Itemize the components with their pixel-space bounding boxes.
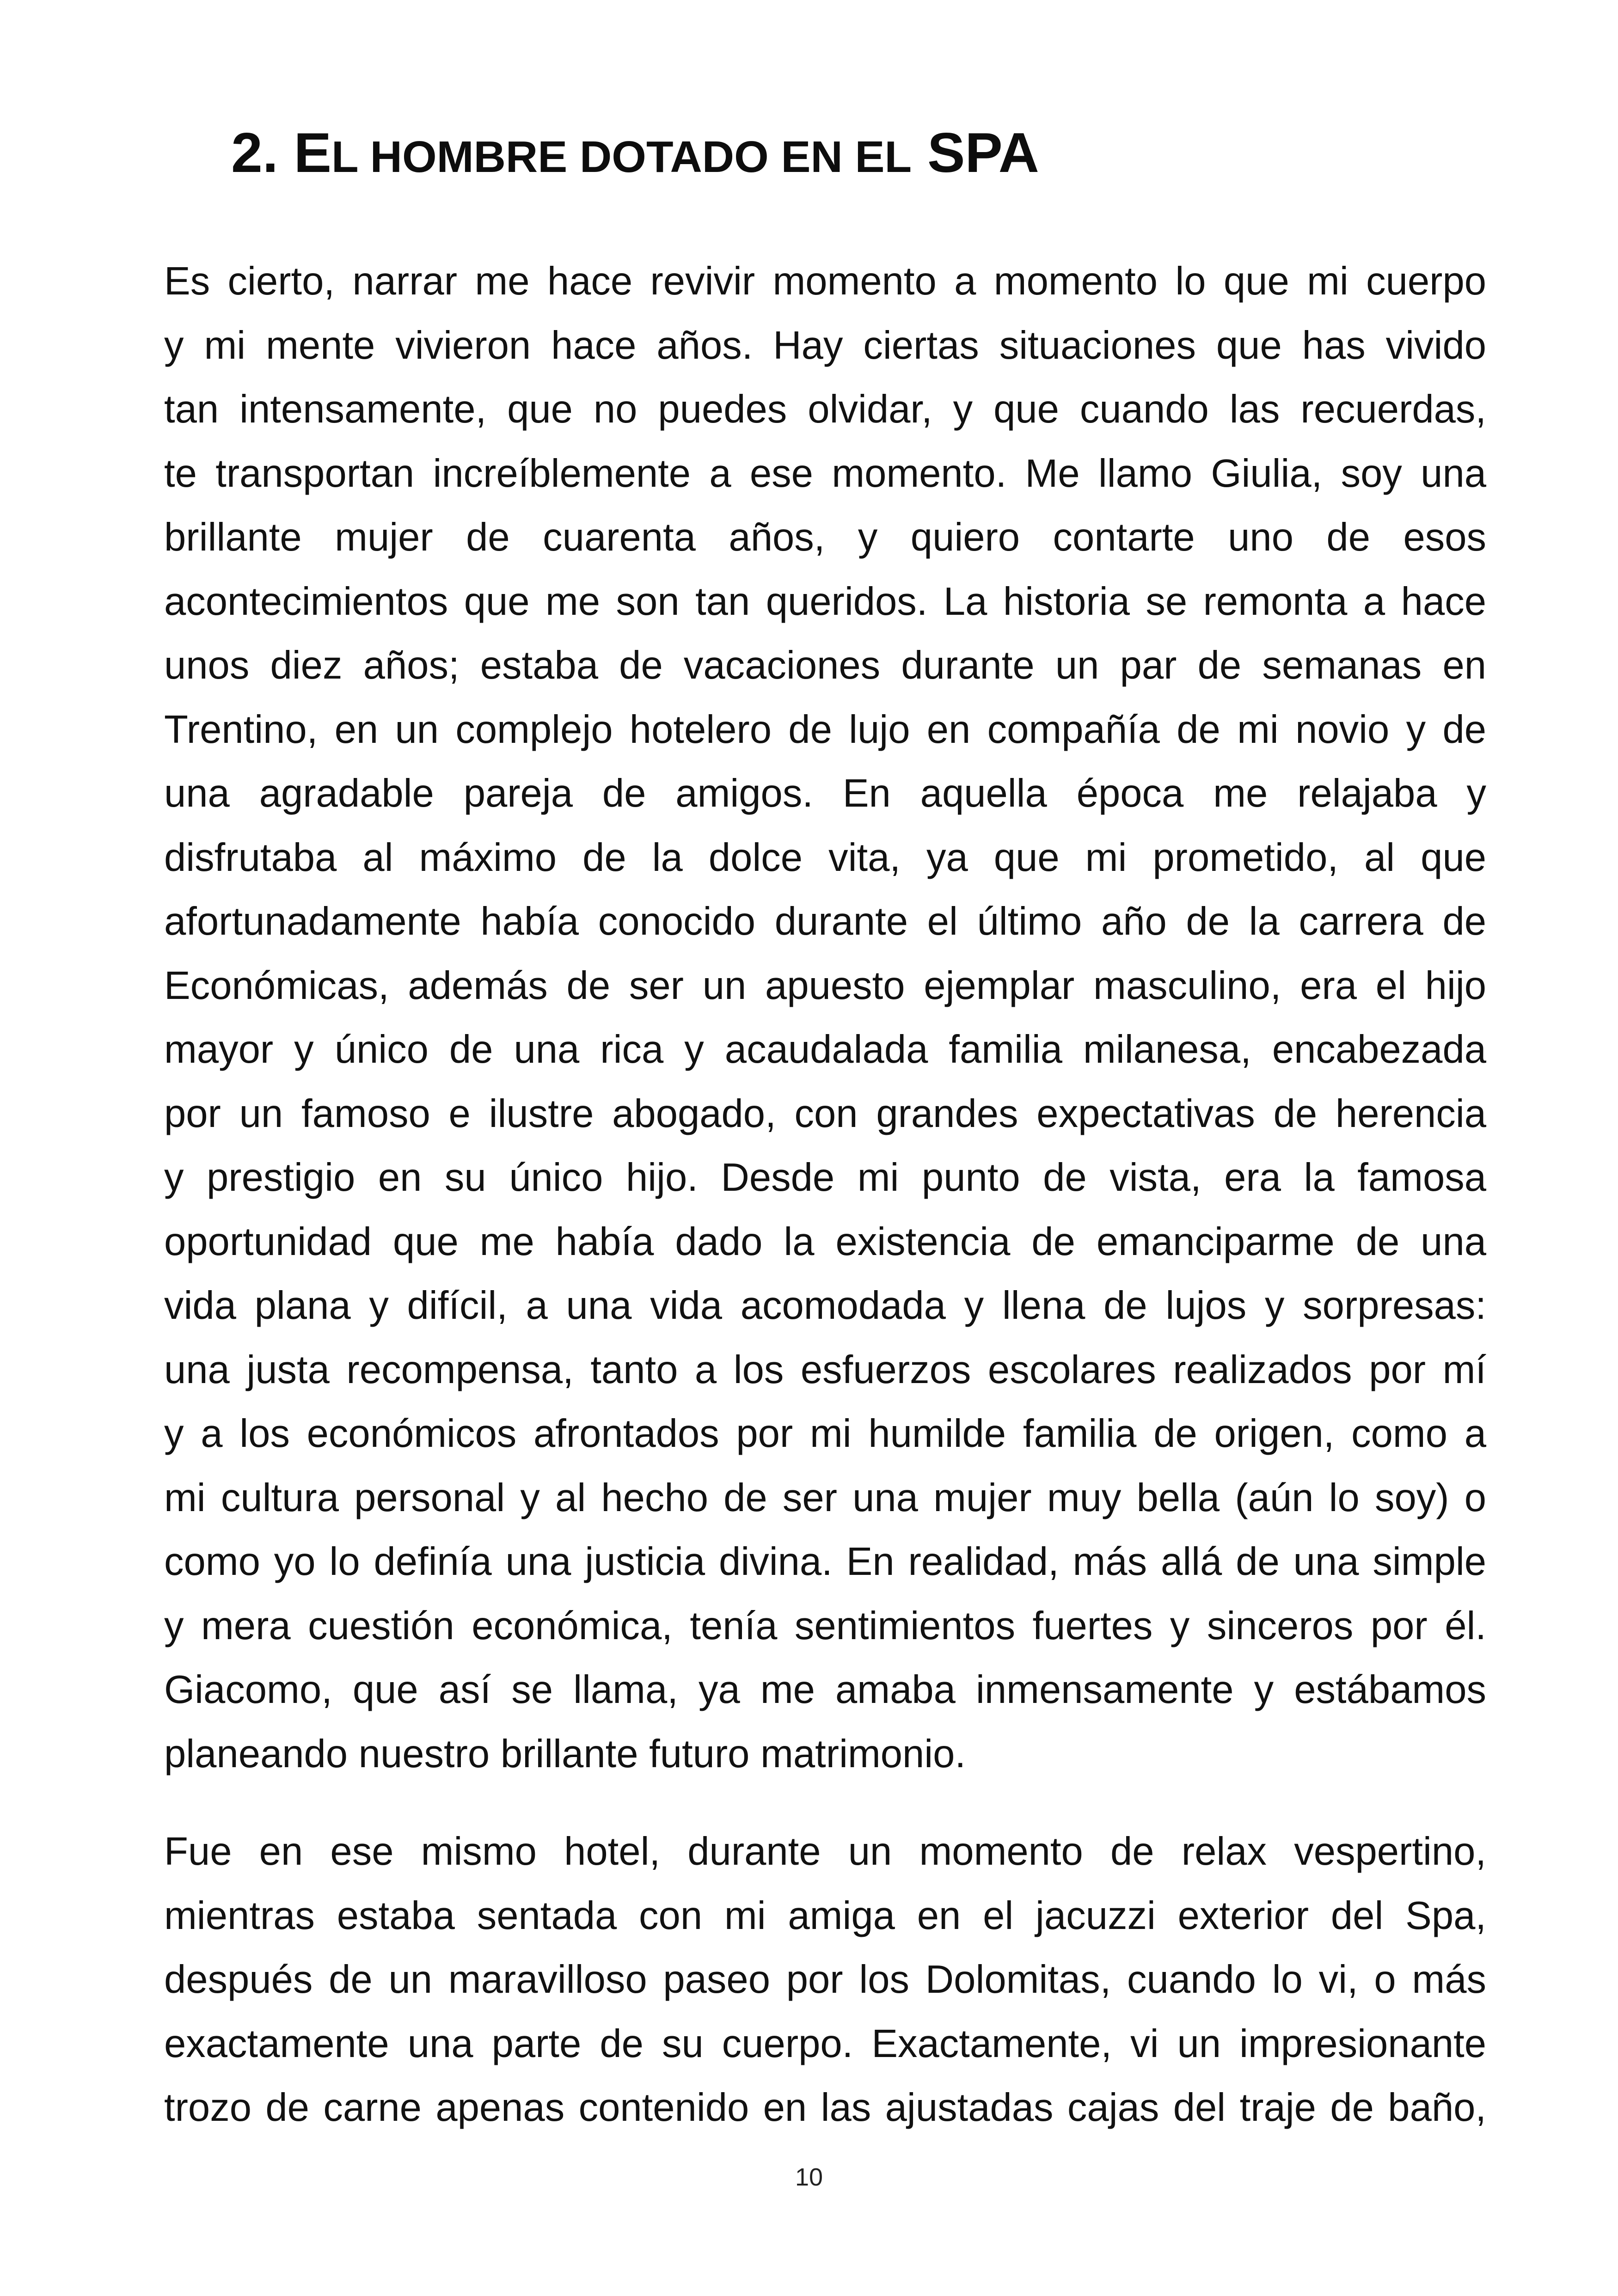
text-line: Es cierto, narrar me hace revivir momento a momento lo que mi cuerpo (164, 259, 1486, 303)
text-line: mi cultura personal y al hecho de ser una mujer muy bella (aún lo soy) o (164, 1476, 1486, 1520)
text-line: Económicas, además de ser un apuesto ejemplar masculino, era el hijo (164, 963, 1486, 1008)
text-line: afortunadamente había conocido durante el último año de la carrera de (164, 900, 1486, 943)
chapter-title-end: SPA (927, 121, 1039, 184)
text-line: Fue en ese mismo hotel, durante un momento de relax vespertino, (164, 1830, 1486, 1874)
text-line: mientras estaba sentada con mi amiga en el jacuzzi exterior del Spa, (164, 1893, 1486, 1938)
page-number: 10 (795, 2163, 823, 2191)
paragraph-2 (164, 1820, 1486, 2140)
text-line: exactamente una parte de su cuerpo. Exactamente, vi un impresionante (164, 2021, 1486, 2066)
text-line: Trentino, en un complejo hotelero de lujo en compañía de mi novio y de (164, 707, 1486, 752)
chapter-title-smallcaps: L HOMBRE DOTADO EN EL (331, 132, 912, 182)
text-line: por un famoso e ilustre abogado, con grandes expectativas de herencia (164, 1091, 1486, 1136)
paragraph-1 (164, 250, 1486, 1786)
chapter-title (231, 113, 1039, 196)
text-line: te transportan increíblemente a ese momento. Me llamo Giulia, soy una (164, 451, 1486, 496)
text-line: brillante mujer de cuarenta años, y quiero contarte uno de esos (164, 515, 1486, 559)
text-line: y mi mente vivieron hace años. Hay ciertas situaciones que has vivido (164, 323, 1486, 367)
text-line: planeando nuestro brillante futuro matrimonio. (164, 1732, 966, 1776)
text-line: vida plana y difícil, a una vida acomodada y llena de lujos y sorpresas: (164, 1284, 1486, 1328)
text-line: y a los económicos afrontados por mi humilde familia de origen, como a (164, 1412, 1486, 1456)
text-line: y mera cuestión económica, tenía sentimientos fuertes y sinceros por él. (164, 1604, 1486, 1648)
chapter-number: 2. (231, 121, 278, 184)
chapter-title-initial: E (294, 121, 332, 184)
text-line: una justa recompensa, tanto a los esfuerzos escolares realizados por mí (164, 1347, 1486, 1392)
text-line: una agradable pareja de amigos. En aquella época me relajaba y (164, 771, 1486, 815)
text-line: después de un maravilloso paseo por los Dolomitas, cuando lo vi, o más (164, 1958, 1486, 2002)
text-line: oportunidad que me había dado la existencia de emanciparme de una (164, 1219, 1486, 1264)
text-line: Giacomo, que así se llama, ya me amaba inmensamente y estábamos (164, 1668, 1486, 1712)
text-line: acontecimientos que me son tan queridos. La historia se remonta a hace (164, 579, 1486, 624)
text-line: mayor y único de una rica y acaudalada familia milanesa, encabezada (164, 1028, 1486, 1071)
text-line: disfrutaba al máximo de la dolce vita, ya que mi prometido, al que (164, 835, 1486, 880)
text-line: trozo de carne apenas contenido en las ajustadas cajas del traje de baño, (164, 2086, 1486, 2130)
text-line: y prestigio en su único hijo. Desde mi punto de vista, era la famosa (164, 1156, 1486, 1200)
text-line: como yo lo definía una justicia divina. En realidad, más allá de una simple (164, 1540, 1486, 1584)
text-line: tan intensamente, que no puedes olvidar, y que cuando las recuerdas, (164, 387, 1486, 431)
text-line: unos diez años; estaba de vacaciones durante un par de semanas en (164, 643, 1486, 687)
